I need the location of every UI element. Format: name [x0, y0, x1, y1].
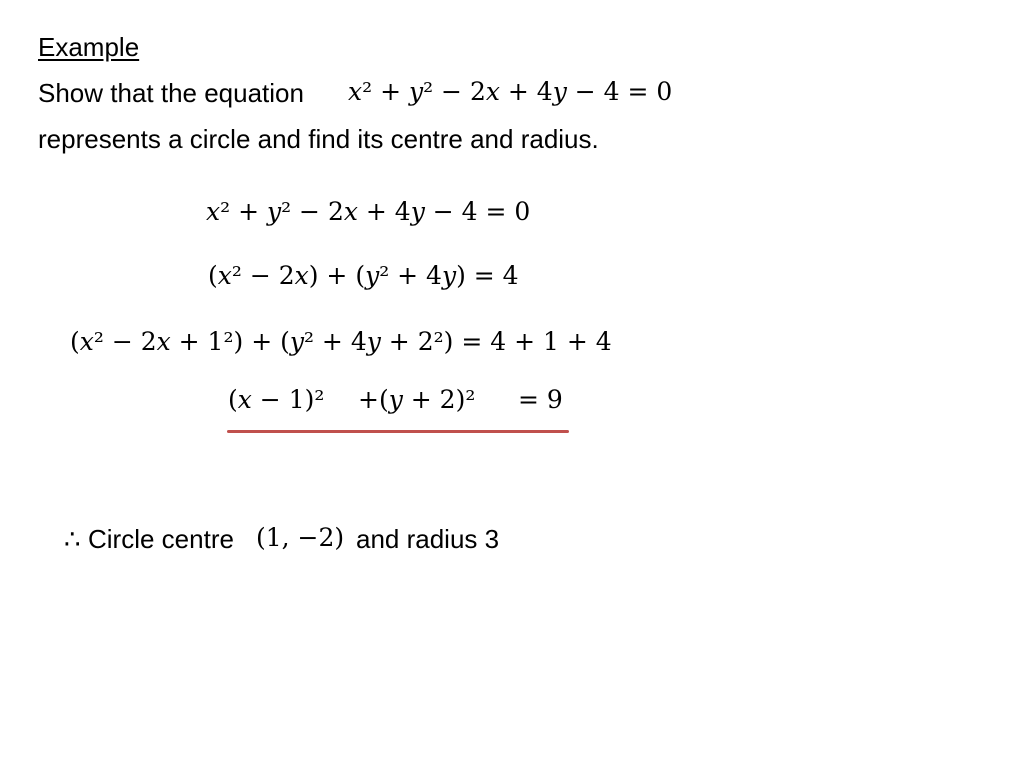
working-step-4-left: (𝑥 − 1)²: [228, 385, 325, 414]
result-underline: [227, 430, 569, 433]
working-step-4-middle: +(𝑦 + 2)²: [358, 385, 476, 414]
working-step-4-right: = 9: [518, 385, 563, 414]
working-step-2: (𝑥² − 2𝑥) + (𝑦² + 4𝑦) = 4: [208, 261, 519, 290]
working-step-3: (𝑥² − 2𝑥 + 1²) + (𝑦² + 4𝑦 + 2²) = 4 + 1 + 4: [70, 327, 612, 356]
prompt-prefix: Show that the equation: [38, 78, 304, 108]
working-step-1: 𝑥² + 𝑦² − 2𝑥 + 4𝑦 − 4 = 0: [206, 197, 531, 226]
prompt-equation: 𝑥² + 𝑦² − 2𝑥 + 4𝑦 − 4 = 0: [348, 77, 673, 106]
prompt-line-2: represents a circle and find its centre and radius.: [38, 124, 599, 154]
conclusion-centre: (1, −2): [256, 523, 345, 552]
conclusion-text-before: Circle centre: [88, 524, 234, 554]
conclusion-text-after: and radius 3: [356, 524, 500, 554]
example-heading: Example: [38, 32, 140, 62]
therefore-symbol: ∴: [64, 524, 81, 554]
